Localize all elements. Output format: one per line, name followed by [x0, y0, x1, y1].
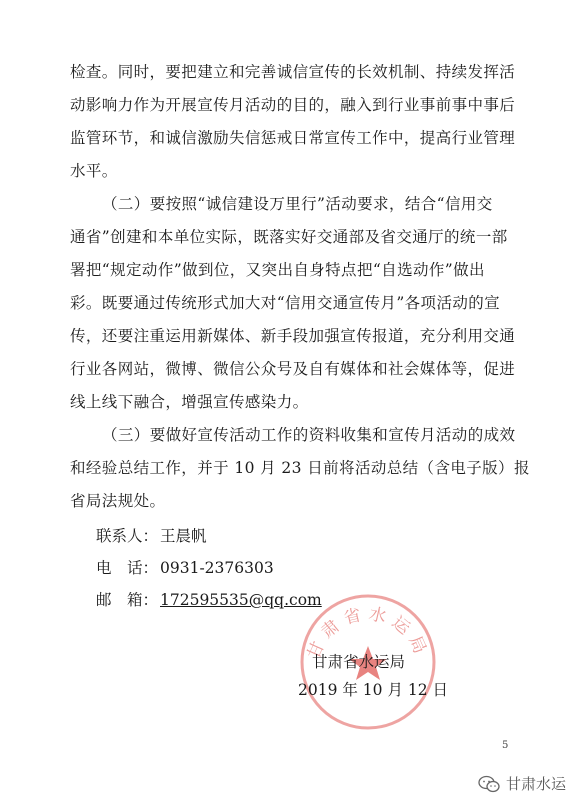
body-line: 线上线下融合，增强宣传感染力。	[70, 393, 309, 411]
body-line: 署把“规定动作”做到位，又突出自身特点把“自选动作”做出	[70, 261, 485, 279]
contact-person-value: 王晨帆	[160, 527, 207, 545]
body-line: （三）要做好宣传活动工作的资料收集和宣传月活动的成效	[102, 426, 516, 444]
contact-email	[96, 590, 322, 610]
account-watermark	[478, 773, 566, 794]
contact-email-link[interactable]: 172595535@qq.com	[160, 591, 322, 609]
body-line: 水平。	[70, 162, 118, 180]
contact-phone	[96, 558, 274, 578]
body-line: 监管环节，和诚信激励失信惩戒日常宣传工作中，提高行业管理	[70, 129, 516, 147]
contact-email-label: 邮 箱：	[96, 591, 159, 609]
signature-org: 甘肃省水运局	[312, 653, 406, 671]
watermark-text: 甘肃水运	[506, 775, 567, 793]
wechat-icon	[478, 775, 500, 793]
body-line: 省局法规处。	[70, 492, 166, 510]
contact-person-label: 联系人：	[96, 527, 159, 545]
body-line: 通省”创建和本单位实际，既落实好交通部及省交通厅的统一部	[70, 228, 508, 246]
body-line: 行业各网站，微博、微信公众号及自有媒体和社会媒体等，促进	[70, 360, 516, 378]
contact-phone-value: 0931-2376303	[160, 559, 274, 577]
body-line: 彩。既要通过传统形式加大对“信用交通宣传月”各项活动的宣	[70, 294, 501, 312]
signature-date: 2019 年 10 月 12 日	[298, 681, 449, 699]
contact-person	[96, 526, 207, 546]
body-line: 检查。同时，要把建立和完善诚信宣传的长效机制、持续发挥活	[70, 63, 516, 81]
body-line: 传，还要注重运用新媒体、新手段加强宣传报道，充分利用交通	[70, 327, 516, 345]
body-line: （二）要按照“诚信建设万里行”活动要求，结合“信用交	[102, 195, 493, 213]
body-line: 和经验总结工作，并于 10 月 23 日前将活动总结（含电子版）报	[70, 459, 530, 477]
body-line: 动影响力作为开展宣传月活动的目的，融入到行业事前事中事后	[70, 96, 516, 114]
contact-phone-label: 电 话：	[96, 559, 159, 577]
page-number: 5	[502, 740, 509, 751]
svg-text:甘肃省水运局: 甘肃省水运局	[303, 604, 433, 663]
